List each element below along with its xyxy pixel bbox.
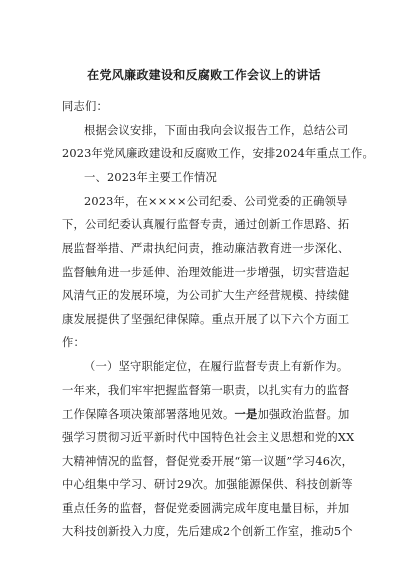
bold-marker: 一是: [234, 407, 258, 421]
paragraph-line: 监督触角进一步延伸、治理效能进一步增强，切实营造起: [62, 266, 350, 279]
salutation: 同志们：: [62, 100, 108, 113]
paragraph-line: 康发展提供了坚强纪律保障。重点开展了以下六个方面工: [62, 313, 350, 326]
section-heading: 一、2023年主要工作情况: [84, 171, 218, 184]
paragraph-line: [62, 407, 349, 422]
paragraph-line: 重点任务的监督，督促党委圆满完成年度电量目标，并加: [62, 502, 350, 515]
paragraph-line: 中心组集中学习、研讨29次。加强能源保供、科技创新等: [62, 478, 353, 491]
paragraph-line: 一年来，我们牢牢把握监督第一职责，以扎实有力的监督: [62, 384, 350, 397]
paragraph-line: 展监督举措、严肃执纪问责，推动廉洁教育进一步深化、: [62, 242, 350, 255]
paragraph-text: 工作保障各项决策部署落地见效。: [62, 408, 235, 421]
paragraph-line: 2023年党风廉政建设和反腐败工作，安排2024年重点工作。: [62, 147, 375, 160]
paragraph-line: 下，公司纪委认真履行监督专责，通过创新工作思路、拓: [62, 218, 350, 231]
document-title: 在党风廉政建设和反腐败工作会议上的讲话: [87, 68, 321, 82]
paragraph-text: 加强政治监督。加: [257, 408, 350, 421]
paragraph-line: 根据会议安排，下面由我向会议报告工作，总结公司: [84, 124, 349, 137]
paragraph-line: 作：: [62, 336, 85, 349]
paragraph-line: 风清气正的发展环境，为公司扩大生产经营规模、持续健: [62, 289, 350, 302]
paragraph-line: 2023年，在××××公司纪委、公司党委的正确领导: [84, 195, 348, 208]
paragraph-line: 大科技创新投入力度，先后建成2个创新工作室，推动5个: [62, 525, 353, 538]
paragraph-line: 强学习贯彻习近平新时代中国特色社会主义思想和党的XX: [62, 431, 355, 444]
subsection-heading: （一）坚守职能定位，在履行监督专责上有新作为。: [84, 360, 349, 373]
paragraph-line: 大精神情况的监督，督促党委开展“第一议题”学习46次，: [62, 455, 354, 468]
